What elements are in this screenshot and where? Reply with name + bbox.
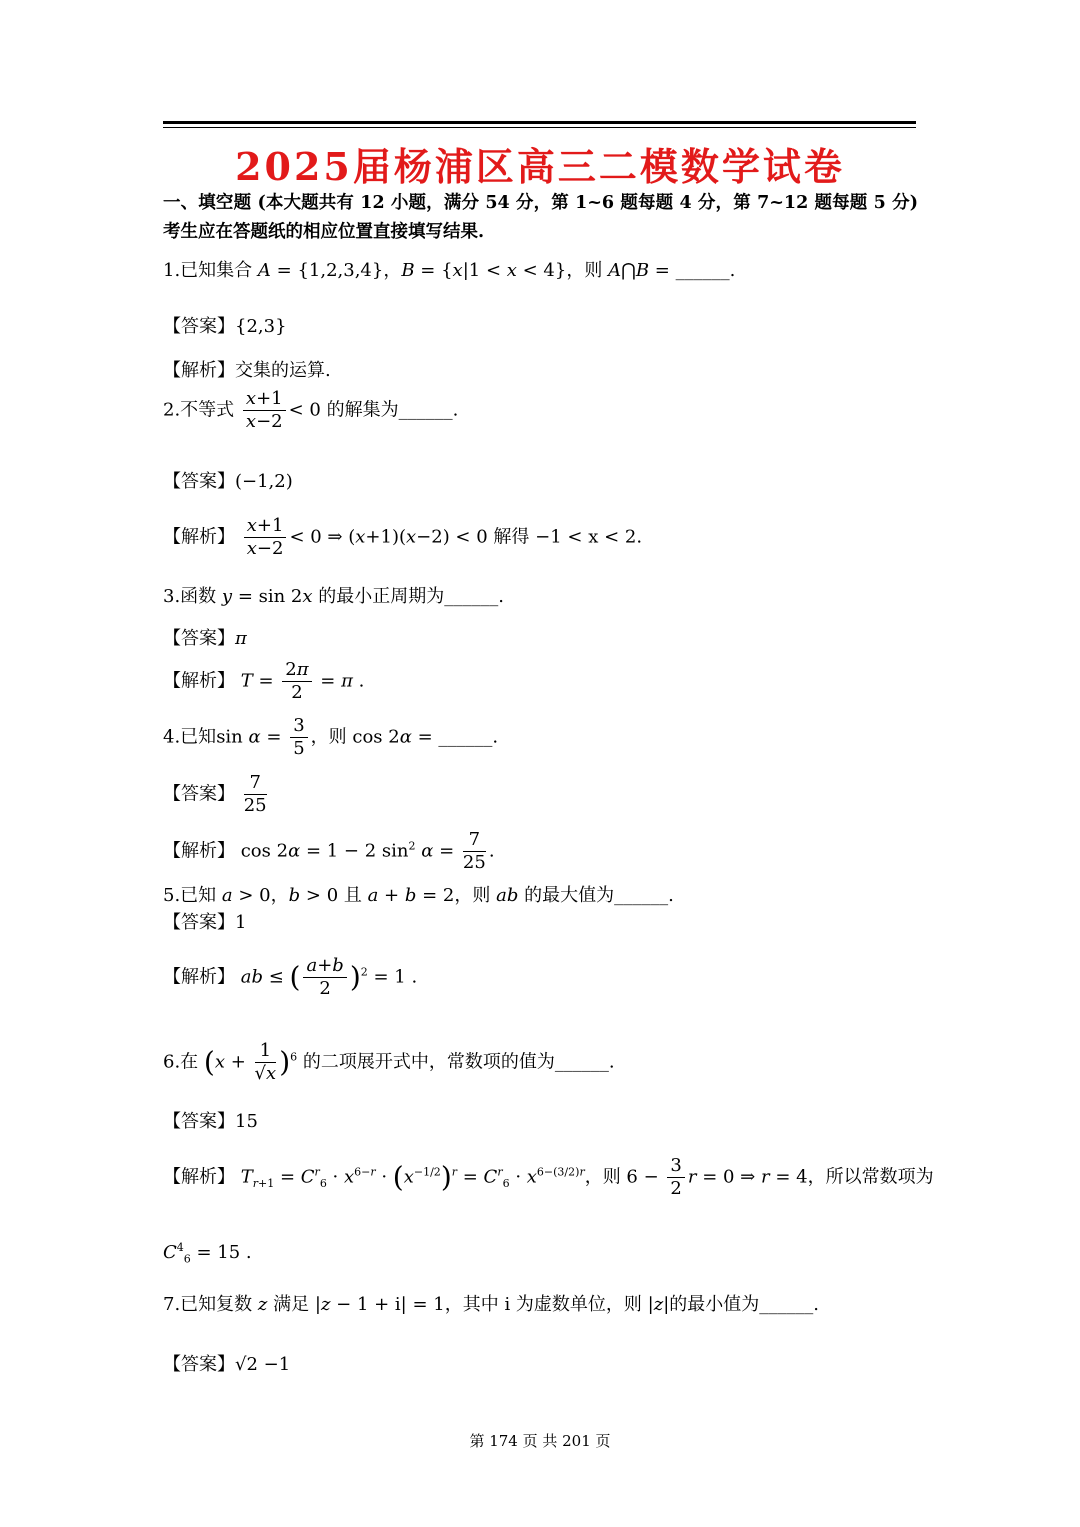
fraction: $\frac{3}{5}$ [290, 715, 307, 760]
analysis-label: 【解析】 [163, 670, 235, 692]
analysis-4: 【解析】 cos 2α = 1 − 2 $\sin^2 \alpha$ = $\frac{7}{25}$ . [163, 829, 495, 873]
answer-6-value: 15 [235, 1111, 258, 1132]
question-7-mid: 满足 [273, 1294, 310, 1315]
answer-label: 【答案】 [163, 628, 235, 649]
question-6-text: 6.在 [163, 1051, 199, 1073]
answer-2 [163, 470, 293, 494]
question-3-suffix: 的最小正周期为______. [318, 586, 505, 607]
analysis-3: 【解析】 T = $\frac{2\pi}{2}$ = π . [163, 659, 365, 703]
answer-1 [163, 315, 287, 339]
answer-6 [163, 1110, 258, 1134]
answer-4 [163, 772, 270, 817]
question-4-mid: ，则 [310, 726, 347, 748]
question-1-text: 1.已知集合 [163, 260, 253, 281]
fraction: $\frac{1}{√x}$ [254, 1040, 277, 1084]
answer-4-numerator: 7 [244, 772, 267, 795]
question-2: 2.不等式 $\frac{x+1}{x-2}$ < 0 的解集为______. [163, 388, 459, 432]
analysis-6-mid: ，则 [584, 1166, 621, 1188]
question-7-mid2: ，其中 i 为虚数单位，则 [444, 1294, 642, 1315]
answer-4-fraction [244, 772, 267, 817]
question-4: 4.已知sin α = $\frac{3}{5}$ ，则 cos 2α = ______. [163, 715, 499, 759]
question-4-text: 4.已知 [163, 726, 217, 748]
fraction: $\frac{3}{2}$ [667, 1155, 684, 1200]
answer-label: 【答案】 [163, 1111, 235, 1132]
analysis-label: 【解析】 [163, 1166, 235, 1188]
question-2-text: 2.不等式 [163, 399, 235, 421]
question-7-suffix: 的最小值为______. [669, 1294, 820, 1315]
question-5: 5.已知 a > 0，b > 0 且 a + b = 2，则 ab 的最大值为______. [163, 885, 674, 906]
question-3-text: 3.函数 [163, 586, 217, 607]
fraction: $\frac{2\pi}{2}$ [282, 659, 311, 704]
question-7: 7.已知复数 z 满足 |z − 1 + i| = 1，其中 i 为虚数单位，则 |z|的最小值为______. [163, 1294, 820, 1315]
answer-label: 【答案】 [163, 471, 235, 492]
answer-3 [163, 627, 247, 651]
answer-label: 【答案】 [163, 1354, 235, 1375]
fraction: $\frac{a+b}{2}$ [303, 955, 346, 1000]
analysis-label: 【解析】 [163, 966, 235, 988]
top-double-rule-thick [163, 121, 916, 124]
top-double-rule-thin [163, 127, 916, 128]
answer-5-value: 1 [235, 912, 247, 933]
question-6: 6.在 (x + $\frac{1}{√x}$ )$^6$ 的二项展开式中，常数项的值为______. [163, 1040, 615, 1084]
answer-label: 【答案】 [163, 783, 235, 805]
section-header: 一、填空题 (本大题共有 12 小题，满分 54 分，第 1~6 题每题 4 分，第 7~12 题每题 5 分) 考生应在答题纸的相应位置直接填写结果. [163, 193, 918, 242]
answer-3-value: π [235, 628, 247, 649]
analysis-2-text: 解得 −1 < x < 2. [493, 526, 643, 548]
analysis-label: 【解析】 [163, 526, 235, 548]
answer-2-value: (−1,2) [235, 471, 293, 492]
question-6-suffix: 的二项展开式中，常数项的值为______. [302, 1051, 615, 1073]
analysis-label: 【解析】 [163, 840, 235, 862]
analysis-6-cont: $C^4_6 = 15$ . [163, 1241, 252, 1266]
fraction: $\frac{7}{25}$ [462, 829, 486, 873]
analysis-1-text: 交集的运算. [235, 360, 331, 381]
page-title: 2025届杨浦区高三二模数学试卷 [235, 144, 845, 189]
fraction: $\frac{x+1}{x-2}$ [244, 515, 287, 560]
analysis-1 [163, 359, 331, 383]
fraction: $\frac{x+1}{x-2}$ [243, 388, 286, 433]
answer-7 [163, 1353, 290, 1377]
page-footer: 第 174 页 共 201 页 [469, 1432, 611, 1450]
analysis-2: 【解析】 $\frac{x+1}{x-2}$ < 0 ⇒ (x+1)(x−2) < 0 解得 −1 < x < 2. [163, 515, 643, 559]
question-2-suffix: 的解集为______. [326, 399, 459, 421]
question-1: 1.已知集合 A = {1,2,3,4}，B = {x|1 < x < 4}，则 A⋂B = ______. [163, 260, 736, 281]
question-4-suffix: ______. [438, 726, 499, 748]
answer-label: 【答案】 [163, 912, 235, 933]
analysis-6-suffix: ，所以常数项为 [807, 1166, 934, 1188]
question-3: 3.函数 y = sin 2x 的最小正周期为______. [163, 586, 505, 607]
question-7-text: 7.已知复数 [163, 1294, 253, 1315]
analysis-5: 【解析】 ab ≤ ( $\frac{a+b}{2}$ )$^2$ = 1 . [163, 955, 418, 999]
analysis-6: 【解析】 $T_{r+1} = C^r_6 \cdot x^{6-r} \cdot (x^{-1/2})^r = C^r_6 \cdot x^{6-(3/2)r}$，则 6 − $\frac{3}{2}$ r = 0 ⇒ r = 4，所以常数项为 [163, 1155, 934, 1199]
answer-4-denominator: 25 [243, 795, 267, 816]
answer-7-value: √2 −1 [235, 1354, 291, 1375]
answer-1-value: {2,3} [235, 316, 287, 337]
answer-label: 【答案】 [163, 316, 235, 337]
analysis-label: 【解析】 [163, 360, 235, 381]
answer-5 [163, 911, 246, 935]
question-5-suffix: 的最大值为______. [524, 885, 674, 906]
question-5-text: 5.已知 [163, 885, 217, 906]
